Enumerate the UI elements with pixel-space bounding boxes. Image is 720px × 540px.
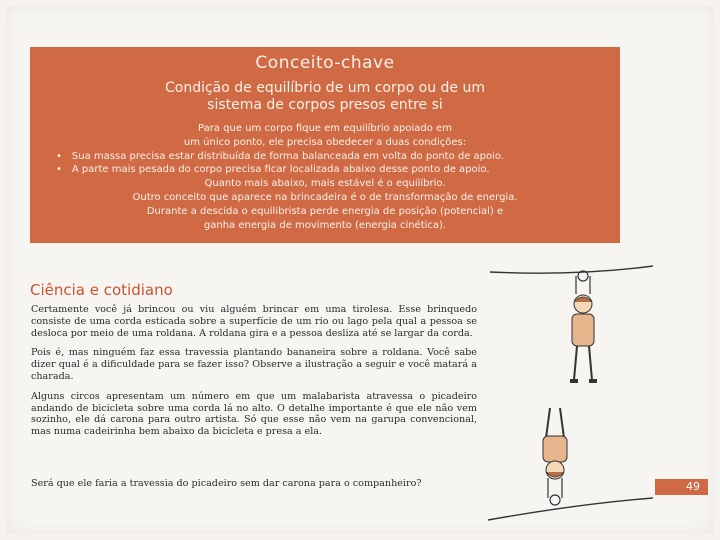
concept-line: um único ponto, ele precisa obedecer a duas condições: xyxy=(183,136,467,148)
article-paragraph: Alguns circos apresentam um número em que um malabarista atravessa o picadeiro andando de bicicleta sobre uma corda lá no alto. O detalhe importante é que ele não vem sozinho, ele dá carona para outro artista. Só que esse não vem na garupa convencional, mas numa cadeirinha bem abaixo da bicicleta e presa a ela. xyxy=(31,390,477,438)
concept-subtitle xyxy=(30,80,620,114)
concept-box xyxy=(30,47,620,243)
concept-subtitle-line: Condição de equilíbrio de um corpo ou de um xyxy=(164,80,485,96)
concept-line: Outro conceito que aparece na brincadeira é o de transformação de energia. xyxy=(132,191,518,203)
section-title: Ciência e cotidiano xyxy=(30,281,173,299)
concept-line: Para que um corpo fique em equilíbrio apoiado em xyxy=(198,123,452,134)
article-paragraph: Pois é, mas ninguém faz essa travessia plantando bananeira sobre a roldana. Você sabe dizer qual é a dificuldade para se fazer isso? Observe a ilustração a seguir e você matará a charada. xyxy=(31,347,477,382)
article-paragraph: Certamente você já brincou ou viu alguém brincar em uma tirolesa. Esse brinquedo consiste de uma corda esticada sobre a superfície de um rio ou lago pela qual a pessoa se desloca por meio de uma roldana. A roldana gira e a pessoa desliza até se largar da corda. xyxy=(31,304,477,339)
article-paragraph: Será que ele faria a travessia do picadeiro sem dar carona para o companheiro? xyxy=(31,478,422,489)
concept-bullet: • Sua massa precisa estar distribuída de forma balanceada em volta do ponto de apoio. xyxy=(50,150,600,164)
concept-line: Durante a descida o equilibrista perde energia de posição (potencial) e xyxy=(146,205,504,217)
concept-line: Quanto mais abaixo, mais estável é o equilíbrio. xyxy=(204,178,446,190)
concept-body xyxy=(50,122,600,232)
article-body xyxy=(31,304,477,446)
page-number: 49 xyxy=(686,480,700,493)
concept-subtitle-line: sistema de corpos presos entre si xyxy=(207,97,443,113)
concept-bullet: • A parte mais pesada do corpo precisa ficar localizada abaixo desse ponto de apoio. xyxy=(50,163,600,177)
concept-line: ganha energia de movimento (energia cinética). xyxy=(203,219,447,231)
concept-title: Conceito-chave xyxy=(255,53,395,73)
page-number-tab xyxy=(655,479,708,495)
